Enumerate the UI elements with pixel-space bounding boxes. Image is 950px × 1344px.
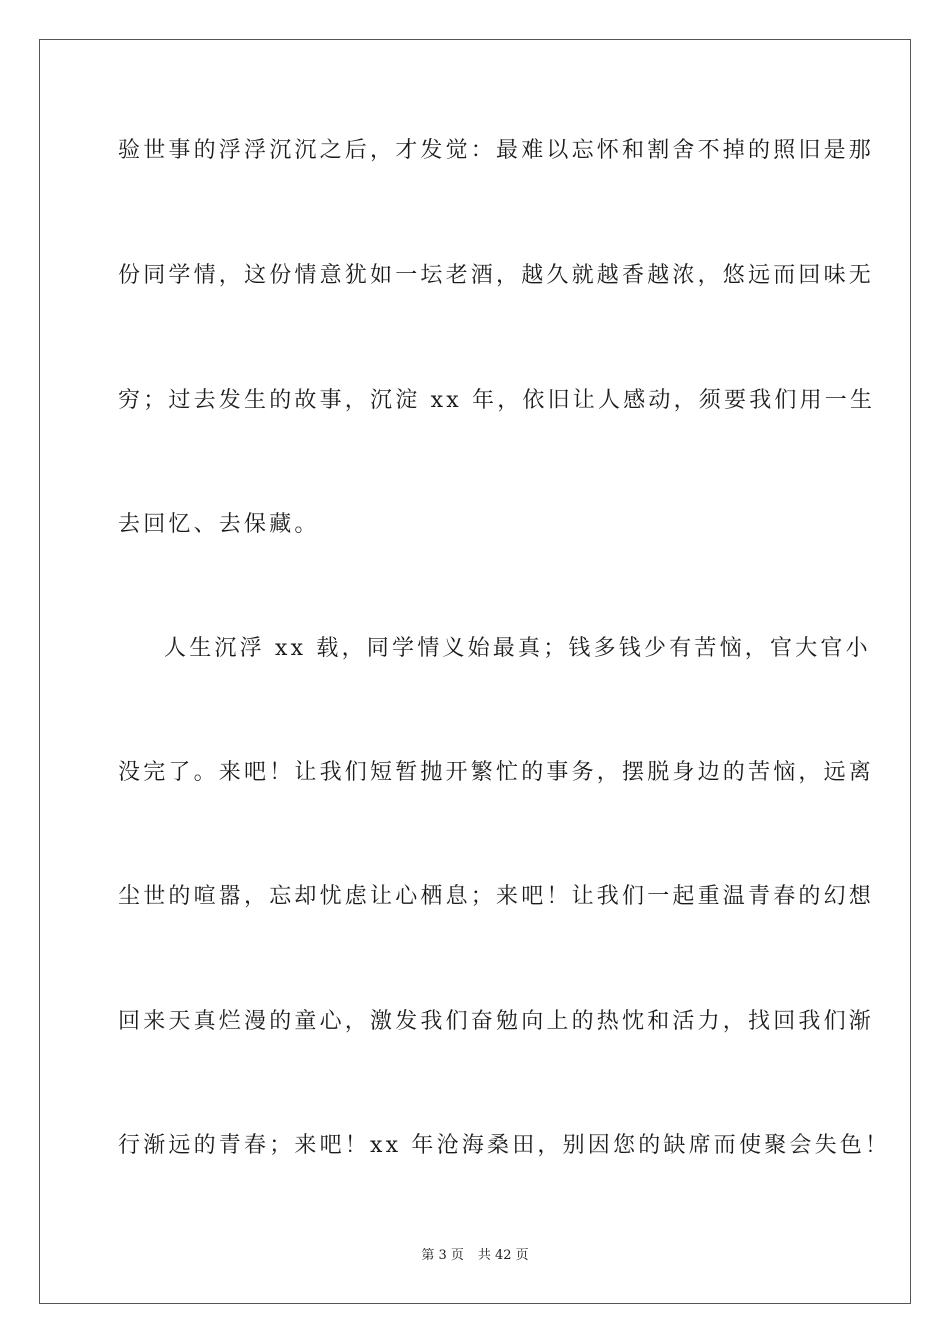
body-text-line: 没完了。来吧！让我们短暂抛开繁忙的事务，摆脱身边的苦恼，远离 [118,760,875,785]
body-text-line: 验世事的浮浮沉沉之后，才发觉：最难以忘怀和割舍不掉的照旧是那 [118,138,875,163]
body-text-line: 去回忆、去保藏。 [118,512,320,537]
body-text-line: 穷；过去发生的故事，沉淀 xx 年，依旧让人感动，须要我们用一生 [118,388,876,413]
paragraph-first-line: 人生沉浮 xx 载，同学情义始最真；钱多钱少有苦恼，官大官小 [164,636,871,661]
body-text-line: 份同学情，这份情意犹如一坛老酒，越久就越香越浓，悠远而回味无 [118,263,875,288]
total-pages: 共 42 页 [477,1248,529,1263]
body-text-line: 行渐远的青春；来吧！xx 年沧海桑田，别因您的缺席而使聚会失色！ [118,1133,891,1158]
body-text-line: 回来天真烂漫的童心，激发我们奋勉向上的热忱和活力，找回我们渐 [118,1009,875,1034]
page-frame [39,39,911,1304]
body-text-line: 尘世的喧嚣，忘却忧虑让心栖息；来吧！让我们一起重温青春的幻想 [118,884,875,909]
page-footer [0,1247,950,1265]
page-number: 第 3 页 [421,1248,464,1263]
